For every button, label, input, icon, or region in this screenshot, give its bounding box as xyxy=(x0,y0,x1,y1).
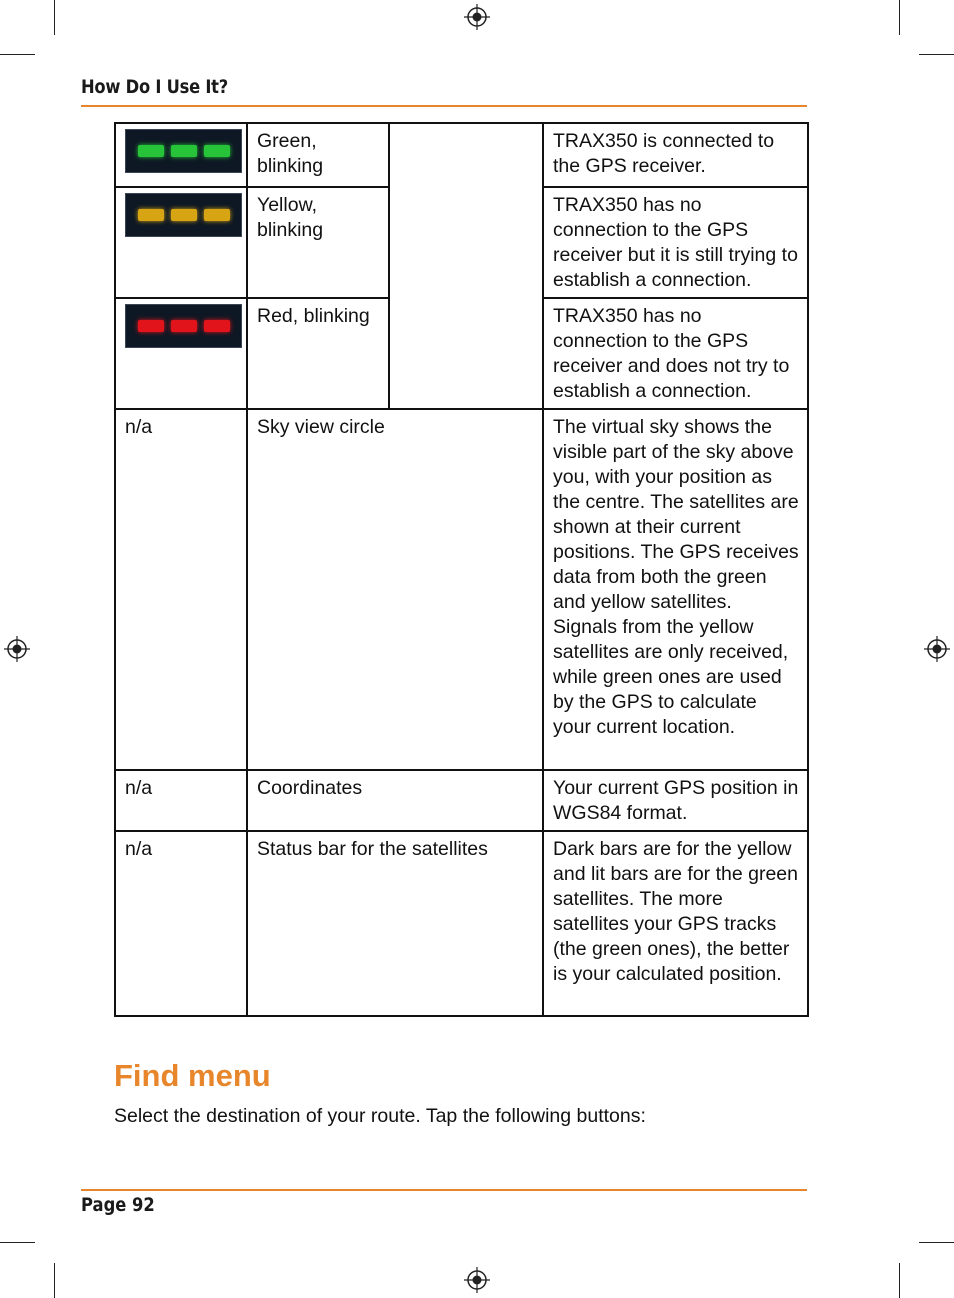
table-cell-description: Dark bars are for the yellow and lit bars are for the green satellites. The more satellites your GPS tracks (the green ones), the better is your calculated position. xyxy=(543,831,808,1016)
table-cell-color-label: Green, blinking xyxy=(247,123,389,187)
crop-mark xyxy=(899,1263,900,1298)
table-row xyxy=(115,770,808,831)
table-cell-color-label: Yellow, blinking xyxy=(247,187,389,298)
crop-mark xyxy=(54,0,55,35)
crop-mark xyxy=(0,1242,35,1243)
registration-mark-icon xyxy=(464,4,490,30)
yellow-led-bar-icon xyxy=(125,193,242,237)
crop-mark xyxy=(899,0,900,35)
table-row xyxy=(115,123,808,187)
crop-mark xyxy=(54,1263,55,1298)
section-title: Find menu xyxy=(114,1058,271,1093)
table-cell-icon-text: n/a xyxy=(115,409,247,770)
gps-status-table xyxy=(114,122,809,1017)
table-cell-icon xyxy=(115,187,247,298)
table-cell-description: TRAX350 has no connection to the GPS receiver but it is still trying to establish a connection. xyxy=(543,187,808,298)
table-cell-name: Status bar for the satellites xyxy=(247,831,543,1016)
table-cell-icon-text: n/a xyxy=(115,831,247,1016)
table-cell-empty xyxy=(389,123,543,409)
table-cell-name: Coordinates xyxy=(247,770,543,831)
crop-mark xyxy=(919,54,954,55)
registration-mark-icon xyxy=(924,636,950,662)
table-cell-name: Sky view circle xyxy=(247,409,543,770)
header-rule xyxy=(81,105,807,107)
table-cell-icon-text: n/a xyxy=(115,770,247,831)
table-row xyxy=(115,409,808,770)
red-led-bar-icon xyxy=(125,304,242,348)
table-cell-icon xyxy=(115,298,247,409)
footer-rule xyxy=(81,1189,807,1191)
table-cell-description: Your current GPS position in WGS84 format. xyxy=(543,770,808,831)
green-led-bar-icon xyxy=(125,129,242,173)
table-cell-icon xyxy=(115,123,247,187)
header-title: How Do I Use It? xyxy=(81,76,228,98)
table-cell-description: The virtual sky shows the visible part of the sky above you, with your position as the centre. The satellites are shown at their current positions. The GPS receives data from both the green and yellow satellites. Signals from the yellow satellites are only received, while green ones are used by the GPS to calculate your current location. xyxy=(543,409,808,770)
table-cell-description: TRAX350 is connected to the GPS receiver. xyxy=(543,123,808,187)
registration-mark-icon xyxy=(464,1267,490,1293)
page-number: Page 92 xyxy=(81,1194,155,1216)
section-text: Select the destination of your route. Tap the following buttons: xyxy=(114,1105,646,1127)
crop-mark xyxy=(0,54,35,55)
table-row xyxy=(115,831,808,1016)
crop-mark xyxy=(919,1242,954,1243)
table-cell-color-label: Red, blinking xyxy=(247,298,389,409)
registration-mark-icon xyxy=(4,636,30,662)
table-cell-description: TRAX350 has no connection to the GPS receiver and does not try to establish a connection. xyxy=(543,298,808,409)
